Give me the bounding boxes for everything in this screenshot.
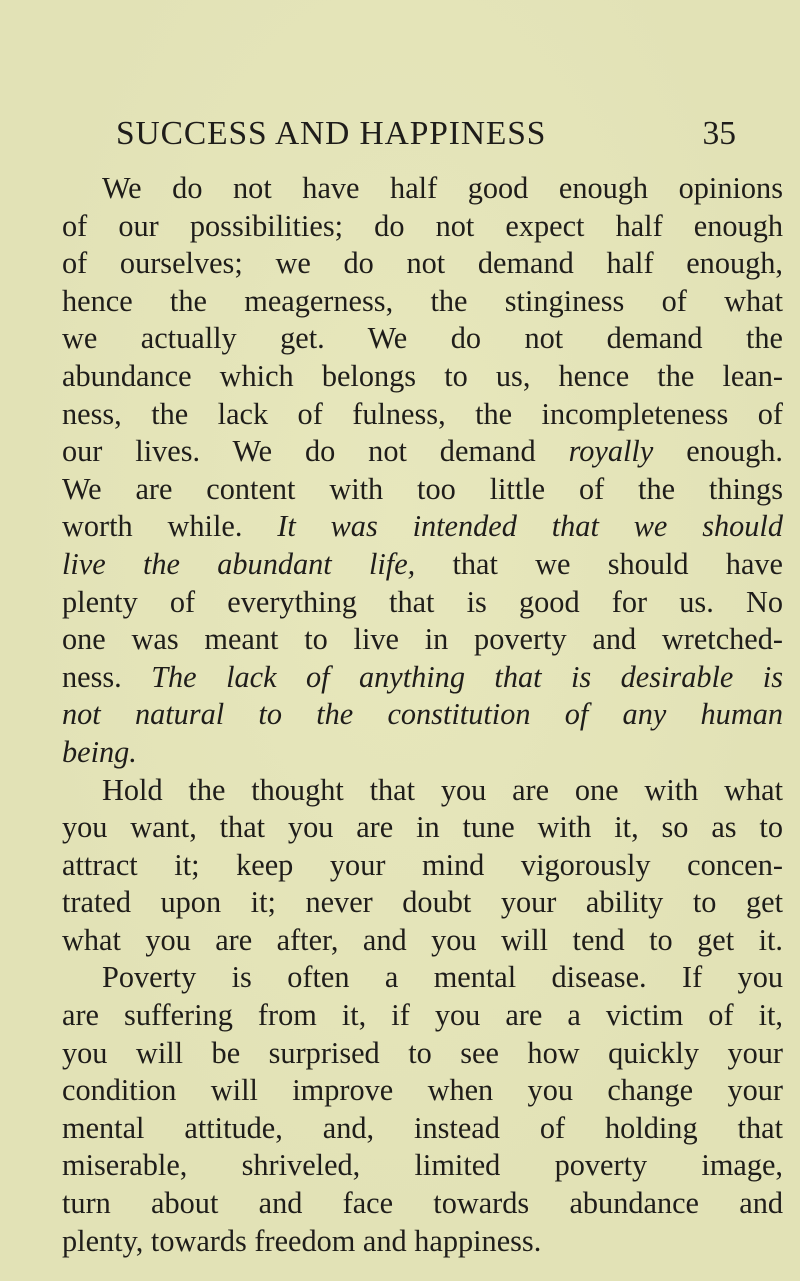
- text-line: [62, 997, 783, 1035]
- text-line: [62, 621, 783, 659]
- text-line: [62, 358, 783, 396]
- text-line: [62, 847, 783, 885]
- page-header: [116, 112, 736, 156]
- page-number: 35: [702, 115, 736, 152]
- body-text: [62, 170, 783, 1260]
- italic-run: being.: [62, 734, 137, 769]
- text-run: miserable, shriveled, limited poverty image,: [62, 1148, 783, 1183]
- italic-run: It was intended that we should: [277, 509, 784, 544]
- text-run: that we should have: [415, 546, 783, 581]
- text-run: plenty, towards freedom and happiness.: [62, 1223, 542, 1258]
- text-line: [62, 959, 783, 997]
- text-line: [62, 433, 783, 471]
- text-run: enough.: [653, 434, 783, 469]
- text-line: [62, 170, 783, 208]
- text-run: one was meant to live in poverty and wretched-: [62, 622, 783, 657]
- text-run: we actually get. We do not demand the: [62, 321, 783, 356]
- text-line: [62, 1072, 783, 1110]
- text-run: condition will improve when you change your: [62, 1073, 783, 1108]
- italic-run: The lack of anything that is desirable is: [151, 659, 783, 694]
- text-line: [62, 1110, 783, 1148]
- text-run: worth while.: [62, 509, 278, 544]
- text-line: [62, 772, 783, 810]
- italic-run: not natural to the constitution of any human: [62, 697, 783, 732]
- text-run: are suffering from it, if you are a victim of it,: [62, 998, 783, 1033]
- text-line: [62, 922, 783, 960]
- text-run: ness.: [62, 659, 152, 694]
- text-run: of our possibilities; do not expect half enough: [62, 208, 783, 243]
- text-run: attract it; keep your mind vigorously concen-: [62, 847, 783, 882]
- text-line: [62, 208, 783, 246]
- text-run: of ourselves; we do not demand half enough,: [62, 246, 783, 281]
- text-run: you will be surprised to see how quickly your: [62, 1035, 783, 1070]
- text-run: turn about and face towards abundance and: [62, 1186, 783, 1221]
- text-run: We are content with too little of the things: [62, 471, 783, 506]
- text-run: Hold the thought that you are one with what: [102, 772, 783, 807]
- text-line: [62, 471, 783, 509]
- text-line: [62, 1035, 783, 1073]
- text-run: ness, the lack of fulness, the incompleteness of: [62, 396, 783, 431]
- text-run: plenty of everything that is good for us. No: [62, 584, 783, 619]
- text-line: [62, 696, 783, 734]
- text-run: what you are after, and you will tend to get it.: [62, 922, 783, 957]
- italic-run: royally: [568, 434, 654, 469]
- text-line: [62, 283, 783, 321]
- text-run: mental attitude, and, instead of holding that: [62, 1110, 783, 1145]
- text-line: [62, 245, 783, 283]
- text-run: abundance which belongs to us, hence the lean-: [62, 358, 783, 393]
- text-line: [62, 884, 783, 922]
- text-line: [62, 396, 783, 434]
- text-line: [62, 508, 783, 546]
- italic-run: live the abundant life,: [62, 546, 416, 581]
- text-run: Poverty is often a mental disease. If you: [102, 960, 783, 995]
- text-run: you want, that you are in tune with it, so as to: [62, 810, 783, 845]
- text-line: [62, 734, 783, 772]
- text-line: [62, 546, 783, 584]
- text-run: We do not have half good enough opinions: [102, 171, 783, 205]
- text-line: [62, 1223, 783, 1261]
- text-line: [62, 1185, 783, 1223]
- text-line: [62, 659, 783, 697]
- text-line: [62, 584, 783, 622]
- text-run: our lives. We do not demand: [62, 434, 569, 469]
- text-line: [62, 809, 783, 847]
- text-line: [62, 320, 783, 358]
- text-run: trated upon it; never doubt your ability to get: [62, 885, 783, 920]
- running-head: SUCCESS AND HAPPINESS: [116, 115, 547, 152]
- text-line: [62, 1147, 783, 1185]
- text-run: hence the meagerness, the stinginess of what: [62, 283, 783, 318]
